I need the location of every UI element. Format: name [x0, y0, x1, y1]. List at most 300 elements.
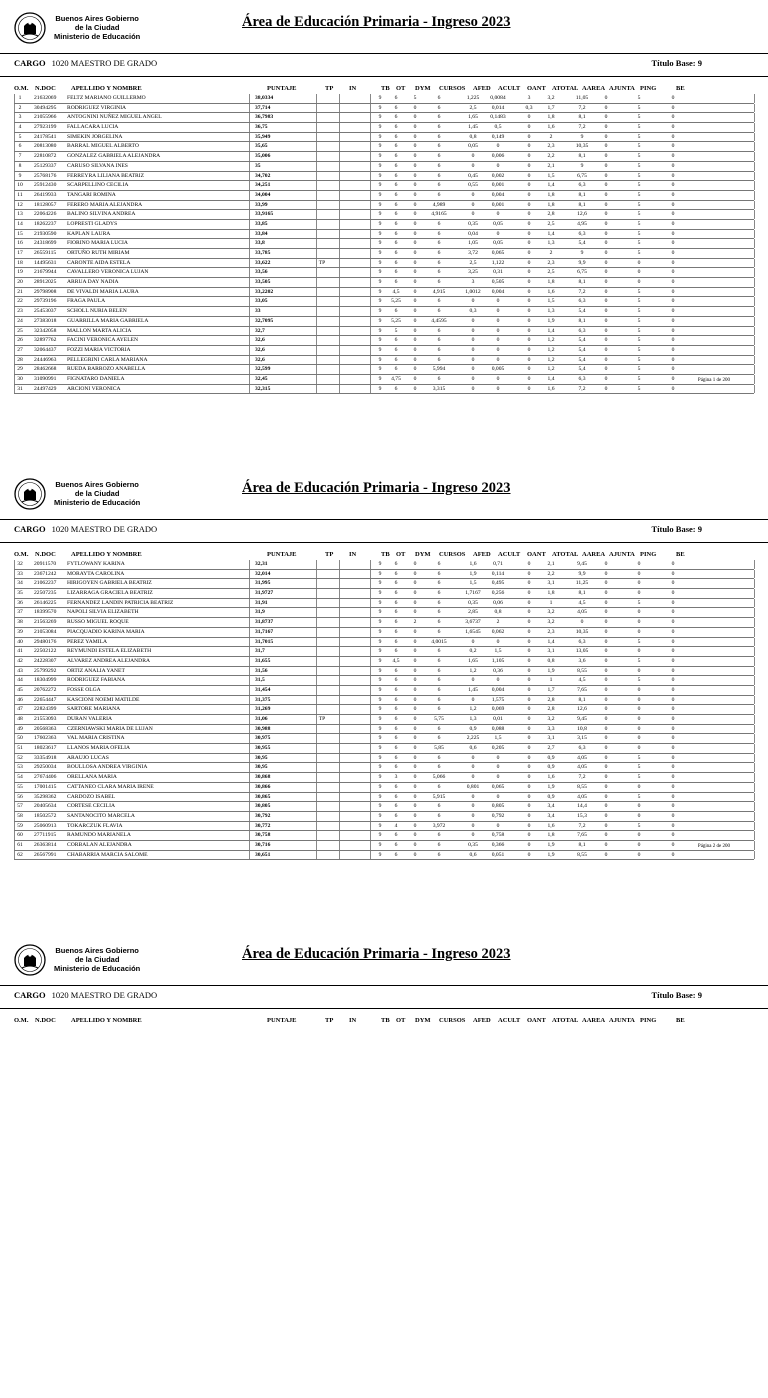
- table-cell: 0: [604, 143, 608, 150]
- cell-border: [316, 793, 317, 802]
- table-cell: 9: [378, 114, 382, 121]
- column-header: N.DOC: [35, 1017, 56, 1024]
- cell-border: [754, 754, 755, 763]
- divider: [0, 519, 768, 520]
- table-cell: 0: [527, 240, 531, 247]
- table-cell: 5,4: [578, 346, 586, 353]
- cell-border: [316, 608, 317, 617]
- table-cell: 0: [604, 259, 608, 266]
- cell-border: [370, 647, 371, 656]
- table-cell: 0: [604, 104, 608, 111]
- cell-border: [754, 599, 755, 608]
- table-cell: 47: [17, 706, 23, 713]
- table-cell: DE VIVALDI MARIA LAURA: [67, 288, 139, 295]
- table-cell: 0: [604, 628, 608, 635]
- table-cell: 9: [378, 628, 382, 635]
- table-cell: 5: [637, 124, 641, 131]
- table-cell: 0: [527, 201, 531, 208]
- table-cell: 0: [527, 590, 531, 597]
- table-cell: RODRIGUEZ FABIANA: [67, 677, 126, 684]
- table-cell: 0,014: [491, 104, 505, 111]
- cell-border: [316, 705, 317, 714]
- table-cell: 1,05: [468, 240, 478, 247]
- table-cell: 7,2: [578, 288, 586, 295]
- table-cell: 5,4: [578, 308, 586, 315]
- cell-border: [316, 113, 317, 122]
- table-cell: 4,05: [577, 793, 587, 800]
- table-cell: 6,3: [578, 638, 586, 645]
- city-seal-icon: [14, 944, 46, 976]
- table-cell: 1,4: [547, 230, 555, 237]
- table-cell: 0: [527, 754, 531, 761]
- table-cell: 9: [378, 356, 382, 363]
- table-cell: 6: [437, 182, 441, 189]
- cargo-value: 1020 MAESTRO DE GRADO: [51, 58, 158, 68]
- table-cell: 6: [437, 657, 441, 664]
- table-cell: 0: [604, 298, 608, 305]
- table-cell: 12,6: [577, 706, 587, 713]
- table-cell: 0: [413, 725, 417, 732]
- table-cell: 0: [604, 725, 608, 732]
- table-cell: 5: [637, 191, 641, 198]
- table-cell: 1,5: [469, 580, 477, 587]
- table-cell: 2,5: [547, 220, 555, 227]
- table-cell: 0,004: [491, 191, 505, 198]
- cell-border: [339, 831, 340, 840]
- table-cell: 5: [637, 375, 641, 382]
- table-cell: 0: [496, 317, 500, 324]
- table-cell: 0: [527, 220, 531, 227]
- table-cell: BOULLOSA ANDREA VIRGINIA: [67, 764, 148, 771]
- cell-border: [316, 239, 317, 248]
- table-cell: 0: [637, 580, 641, 587]
- cell-border: [316, 327, 317, 336]
- table-cell: 3,4: [547, 803, 555, 810]
- table-cell: 0,35: [468, 220, 478, 227]
- organization-line: Ministerio de Educación: [54, 498, 141, 507]
- table-cell: 0: [413, 124, 417, 131]
- table-cell: 3: [18, 114, 22, 121]
- cell-border: [339, 104, 340, 113]
- table-cell: 34,251: [255, 182, 271, 189]
- table-cell: 0: [413, 735, 417, 742]
- table-cell: 1,9: [469, 570, 477, 577]
- table-cell: 0: [604, 657, 608, 664]
- table-cell: 0: [637, 832, 641, 839]
- table-cell: 1,2: [547, 356, 555, 363]
- table-cell: 15,3: [577, 812, 587, 819]
- cell-border: [370, 841, 371, 850]
- column-header: DYM: [415, 85, 431, 92]
- cell-border: [316, 259, 317, 268]
- table-cell: 14495631: [34, 259, 57, 266]
- table-cell: 9: [378, 774, 382, 781]
- table-cell: 12,6: [577, 211, 587, 218]
- table-cell: 4,4595: [431, 317, 447, 324]
- column-header: PING: [640, 85, 657, 92]
- table-cell: 28462668: [34, 366, 57, 373]
- cell-border: [316, 822, 317, 831]
- table-cell: 0: [527, 667, 531, 674]
- table-cell: 6: [394, 716, 398, 722]
- table-cell: 0,8: [547, 657, 555, 664]
- table-cell: 0: [413, 356, 417, 363]
- table-cell: 0,065: [491, 783, 505, 790]
- cell-border: [316, 831, 317, 840]
- table-cell: 58: [17, 812, 23, 819]
- table-row: [14, 142, 754, 152]
- table-row: [14, 676, 754, 686]
- cell-border: [249, 191, 250, 200]
- table-cell: 0: [604, 308, 608, 315]
- table-cell: 26: [17, 337, 23, 344]
- table-cell: 0: [527, 279, 531, 286]
- column-header: APELLIDO Y NOMBRE: [71, 551, 142, 558]
- cell-border: [754, 705, 755, 714]
- table-cell: 0: [637, 706, 641, 713]
- cell-border: [316, 783, 317, 792]
- table-cell: 1,6: [547, 822, 555, 829]
- cell-border: [754, 162, 755, 171]
- table-cell: 26567991: [34, 851, 57, 858]
- table-cell: 0: [413, 279, 417, 286]
- cell-border: [316, 307, 317, 316]
- table-cell: 0,0084: [490, 95, 506, 101]
- cell-border: [316, 268, 317, 277]
- table-cell: CZERNIAWSKI MARIA DE LUJAN: [67, 725, 153, 732]
- organization-line: Buenos Aires Gobierno: [55, 480, 139, 489]
- table-cell: 0,792: [491, 812, 505, 819]
- organization-line: de la Ciudad: [74, 489, 120, 498]
- table-cell: 0: [604, 745, 608, 752]
- table-cell: 2: [549, 250, 553, 256]
- cell-border: [249, 317, 250, 326]
- table-cell: 4,9165: [431, 211, 447, 218]
- table-cell: 6: [437, 298, 441, 305]
- cell-border: [370, 705, 371, 714]
- table-cell: 0: [604, 851, 608, 858]
- table-cell: SANTANOCITO MARCELA: [67, 812, 135, 819]
- table-cell: LLANOS MARIA OFELIA: [67, 745, 131, 752]
- table-cell: 19: [17, 269, 23, 276]
- table-cell: 31,995: [255, 580, 271, 587]
- table-cell: 0: [604, 783, 608, 790]
- table-cell: 0: [496, 385, 500, 392]
- table-cell: ARCIONI VERONICA: [67, 385, 121, 392]
- table-cell: 5: [637, 240, 641, 247]
- table-cell: 0: [527, 735, 531, 742]
- table-cell: 4,05: [577, 764, 587, 771]
- cell-border: [316, 599, 317, 608]
- table-cell: 29798908: [34, 288, 57, 295]
- table-cell: 35,65: [255, 143, 268, 150]
- cell-border: [370, 725, 371, 734]
- table-cell: 1,2: [547, 337, 555, 344]
- table-row: [14, 570, 754, 580]
- table-cell: 0,001: [491, 201, 505, 208]
- table-cell: 0: [413, 250, 417, 256]
- table-cell: 0: [527, 375, 531, 382]
- table-row: [14, 307, 754, 317]
- cell-border: [754, 589, 755, 598]
- table-row: [14, 638, 754, 648]
- table-cell: 17: [17, 250, 23, 256]
- table-cell: 0: [471, 211, 475, 218]
- table-cell: VAL MARIA CRISTINA: [67, 735, 125, 742]
- cell-border: [339, 773, 340, 782]
- cell-border: [316, 220, 317, 229]
- table-cell: 0: [637, 745, 641, 752]
- table-cell: 11,05: [575, 95, 589, 101]
- table-cell: 9: [378, 104, 382, 111]
- cell-border: [370, 133, 371, 142]
- cell-border: [339, 288, 340, 297]
- cell-border: [249, 385, 250, 394]
- cell-border: [339, 356, 340, 365]
- table-cell: 1,2: [547, 366, 555, 373]
- table-cell: 0: [527, 803, 531, 810]
- cell-border: [754, 676, 755, 685]
- table-cell: 0: [604, 619, 608, 626]
- table-cell: 7,2: [578, 822, 586, 829]
- cell-border: [316, 346, 317, 355]
- table-cell: 5,4: [578, 366, 586, 373]
- cell-border: [249, 346, 250, 355]
- cell-border: [339, 94, 340, 103]
- cell-border: [339, 152, 340, 161]
- table-cell: 22064226: [34, 211, 57, 218]
- table-cell: 0: [604, 832, 608, 839]
- table-cell: 1,6: [547, 774, 555, 781]
- table-cell: 1,6: [469, 561, 477, 567]
- cell-border: [754, 579, 755, 588]
- cell-border: [339, 628, 340, 637]
- cell-border: [14, 327, 15, 336]
- table-cell: 0,006: [491, 153, 505, 160]
- table-cell: 6: [437, 609, 441, 616]
- table-row: [14, 560, 754, 570]
- table-cell: 6: [437, 561, 441, 567]
- table-cell: 21679944: [34, 269, 57, 276]
- cell-border: [339, 307, 340, 316]
- cell-border: [754, 560, 755, 569]
- cell-border: [370, 249, 371, 258]
- table-cell: 0: [527, 657, 531, 664]
- cell-border: [249, 773, 250, 782]
- table-cell: BALINO SILVINA ANDREA: [67, 211, 136, 218]
- column-header: TB: [381, 1017, 390, 1024]
- column-header: PING: [640, 551, 657, 558]
- table-cell: 0: [671, 570, 675, 577]
- table-cell: 0: [471, 366, 475, 373]
- column-header: TP: [325, 85, 334, 92]
- cell-border: [14, 288, 15, 297]
- cell-border: [339, 365, 340, 374]
- table-cell: RODRIGUEZ VIRGINIA: [67, 104, 127, 111]
- cell-border: [316, 191, 317, 200]
- table-cell: 1,5: [494, 648, 502, 655]
- table-cell: 32,599: [255, 366, 271, 373]
- table-cell: 3: [527, 95, 531, 101]
- table-cell: 0: [413, 182, 417, 189]
- table-cell: 2,5: [547, 269, 555, 276]
- table-cell: 0: [527, 259, 531, 266]
- table-cell: 6: [437, 812, 441, 819]
- table-cell: 33,84: [255, 230, 268, 237]
- table-cell: 30,975: [255, 735, 271, 742]
- cell-border: [754, 375, 755, 384]
- table-cell: 0: [637, 259, 641, 266]
- table-cell: 0,069: [491, 706, 505, 713]
- table-cell: 0: [413, 677, 417, 684]
- table-cell: 1,45: [468, 124, 478, 131]
- table-cell: 5: [637, 153, 641, 160]
- table-cell: 0: [637, 609, 641, 616]
- table-cell: 0,9: [469, 725, 477, 732]
- table-cell: ALVAREZ ANDREA ALEJANDRA: [67, 657, 150, 664]
- cell-border: [370, 104, 371, 113]
- cell-border: [249, 365, 250, 374]
- cell-border: [316, 356, 317, 365]
- table-cell: 12: [17, 201, 23, 208]
- cell-border: [14, 754, 15, 763]
- table-cell: 0: [604, 182, 608, 189]
- cell-border: [370, 259, 371, 268]
- cell-border: [339, 812, 340, 821]
- table-cell: 0: [604, 124, 608, 131]
- table-cell: 5: [637, 793, 641, 800]
- table-cell: 0,8: [494, 609, 502, 616]
- cargo-value: 1020 MAESTRO DE GRADO: [51, 524, 158, 534]
- table-cell: 0: [471, 346, 475, 353]
- table-cell: TANGARI ROMINA: [67, 191, 116, 198]
- table-cell: 0: [671, 143, 675, 150]
- table-cell: 6,75: [577, 172, 587, 179]
- cell-border: [754, 336, 755, 345]
- table-cell: 5: [637, 327, 641, 334]
- cell-border: [14, 201, 15, 210]
- table-cell: 6: [394, 104, 398, 111]
- table-cell: 6: [394, 735, 398, 742]
- table-cell: 1,225: [466, 95, 480, 101]
- table-cell: 33,8: [255, 240, 265, 247]
- table-cell: FACINI VERONICA AYELEN: [67, 337, 139, 344]
- cell-border: [754, 793, 755, 802]
- cell-border: [14, 104, 15, 113]
- table-cell: 33,05: [255, 298, 268, 305]
- table-cell: 0: [604, 366, 608, 373]
- table-cell: 0: [413, 561, 417, 567]
- table-row: [14, 181, 754, 191]
- titulo-base: Título Base: 9: [651, 58, 702, 68]
- column-header: AAREA: [582, 1017, 606, 1024]
- table-cell: 4,5: [578, 677, 586, 684]
- table-cell: 20911570: [34, 561, 57, 567]
- table-cell: 30,955: [255, 745, 271, 752]
- table-cell: 50: [17, 735, 23, 742]
- table-cell: 0: [413, 133, 417, 140]
- cell-border: [754, 696, 755, 705]
- cell-border: [14, 297, 15, 306]
- cell-border: [249, 172, 250, 181]
- table-cell: 9: [378, 327, 382, 334]
- table-cell: 13: [17, 211, 23, 218]
- cell-border: [754, 667, 755, 676]
- table-cell: 0: [413, 269, 417, 276]
- table-cell: 6: [394, 346, 398, 353]
- table-cell: 0: [671, 599, 675, 606]
- cell-border: [754, 239, 755, 248]
- table-cell: 0,366: [491, 841, 505, 848]
- table-cell: 0,45: [468, 172, 478, 179]
- table-cell: 0: [671, 133, 675, 140]
- table-cell: 7,2: [578, 104, 586, 111]
- table-cell: 0: [527, 308, 531, 315]
- table-cell: 6: [437, 783, 441, 790]
- table-cell: 0: [637, 735, 641, 742]
- organization-name: [54, 14, 140, 41]
- cell-border: [754, 763, 755, 772]
- table-cell: 1,9: [547, 667, 555, 674]
- table-cell: 5: [637, 201, 641, 208]
- table-cell: 6: [394, 385, 398, 392]
- cell-border: [249, 793, 250, 802]
- table-cell: 37,714: [255, 104, 271, 111]
- cell-border: [14, 802, 15, 811]
- table-cell: 0: [527, 346, 531, 353]
- table-cell: 0: [604, 803, 608, 810]
- cell-border: [339, 734, 340, 743]
- table-row: [14, 385, 754, 395]
- column-header: TB: [381, 551, 390, 558]
- table-cell: 0: [413, 783, 417, 790]
- cell-border: [249, 744, 250, 753]
- table-cell: 0: [527, 686, 531, 693]
- cell-border: [754, 356, 755, 365]
- table-row: [14, 375, 754, 385]
- table-cell: 4,915: [432, 288, 446, 295]
- cell-border: [14, 667, 15, 676]
- table-cell: 0: [413, 628, 417, 635]
- table-cell: 0: [637, 725, 641, 732]
- cell-border: [370, 346, 371, 355]
- table-cell: 1,4: [547, 638, 555, 645]
- table-cell: 14,4: [577, 803, 587, 810]
- table-cell: 9,45: [577, 716, 587, 722]
- table-cell: 6: [394, 240, 398, 247]
- table-cell: 5: [637, 337, 641, 344]
- table-cell: 22654447: [34, 696, 57, 703]
- table-cell: 20405634: [34, 803, 57, 810]
- cell-border: [14, 181, 15, 190]
- table-cell: 0: [604, 133, 608, 140]
- table-cell: 25799292: [34, 667, 57, 674]
- table-row: [14, 599, 754, 609]
- cell-border: [754, 657, 755, 666]
- column-header: ATOTAL: [552, 1017, 579, 1024]
- cell-border: [14, 657, 15, 666]
- cell-border: [754, 104, 755, 113]
- table-cell: 0: [671, 356, 675, 363]
- table-cell: 0: [496, 375, 500, 382]
- table-cell: 59: [17, 822, 23, 829]
- cell-border: [370, 297, 371, 306]
- column-header: BE: [676, 85, 685, 92]
- cell-border: [316, 812, 317, 821]
- column-header: APELLIDO Y NOMBRE: [71, 85, 142, 92]
- table-cell: 9,9: [578, 570, 586, 577]
- table-cell: 13,05: [575, 648, 589, 655]
